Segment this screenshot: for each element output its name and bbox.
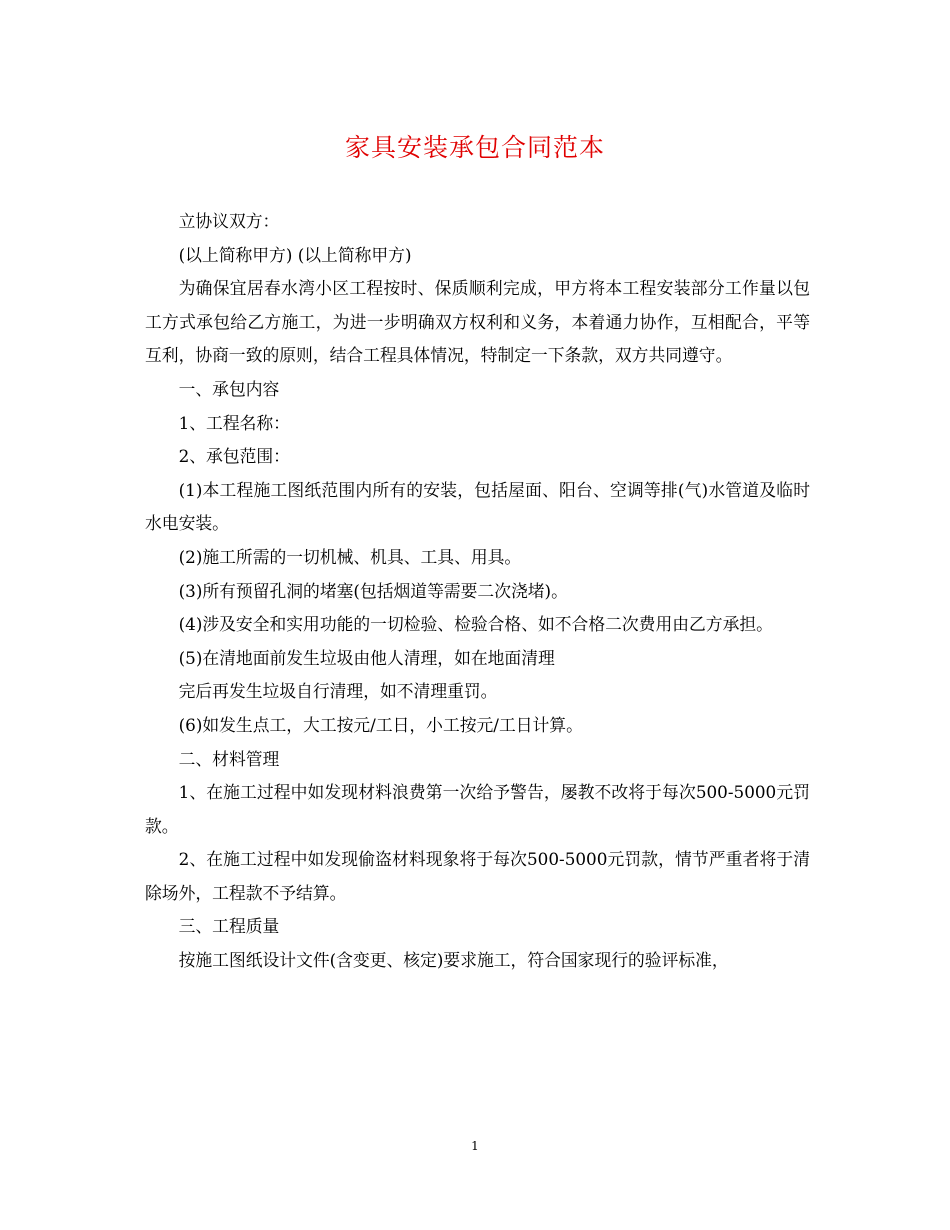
list-item: (6)如发生点工，大工按元/工日，小工按元/工日计算。 xyxy=(178,714,583,735)
document-title: 家具安装承包合同范本 xyxy=(344,133,605,162)
document-body xyxy=(145,205,810,978)
section-heading: 二、材料管理 xyxy=(178,748,280,769)
list-item: (1)本工程施工图纸范围内所有的安装，包括屋面、阳台、空调等排(气)水管道及临时水电安装。 xyxy=(145,479,810,534)
section-heading: 一、承包内容 xyxy=(178,378,280,399)
paragraph: 立协议双方： xyxy=(178,211,280,231)
list-item: 1、在施工过程中如发现材料浪费第一次给予警告，屡教不改将于每次500-5000元罚款。 xyxy=(145,782,810,836)
list-item: 2、在施工过程中如发现偷盗材料现象将于每次500-5000元罚款，情节严重者将于清除场外，工程款不予结算。 xyxy=(145,849,810,903)
list-item: (2)施工所需的一切机械、机具、工具、用具。 xyxy=(178,546,522,567)
page-number: 1 xyxy=(471,1139,479,1153)
list-item: (4)涉及安全和实用功能的一切检验、检验合格、如不合格二次费用由乙方承担。 xyxy=(178,614,773,635)
list-item: (5)在清地面前发生垃圾由他人清理，如在地面清理 xyxy=(178,647,555,668)
paragraph: (以上简称甲方) (以上简称甲方) xyxy=(178,244,412,265)
paragraph: 完后再发生垃圾自行清理，如不清理重罚。 xyxy=(178,681,498,702)
paragraph: 2、承包范围： xyxy=(178,446,290,467)
paragraph: 按施工图纸设计文件(含变更、核定)要求施工，符合国家现行的验评标准， xyxy=(178,950,729,971)
paragraph: 1、工程名称： xyxy=(178,412,290,433)
section-heading: 三、工程质量 xyxy=(178,916,280,937)
paragraph: 为确保宜居春水湾小区工程按时、保质顺利完成，甲方将本工程安装部分工作量以包工方式承包给乙方施工，为进一步明确双方权利和义务，本着通力协作，互相配合，平等互利，协商一致的原则，结合工程具体情况，特制定一下条款，双方共同遵守。 xyxy=(145,278,810,366)
list-item: (3)所有预留孔洞的堵塞(包括烟道等需要二次浇堵)。 xyxy=(178,580,568,601)
